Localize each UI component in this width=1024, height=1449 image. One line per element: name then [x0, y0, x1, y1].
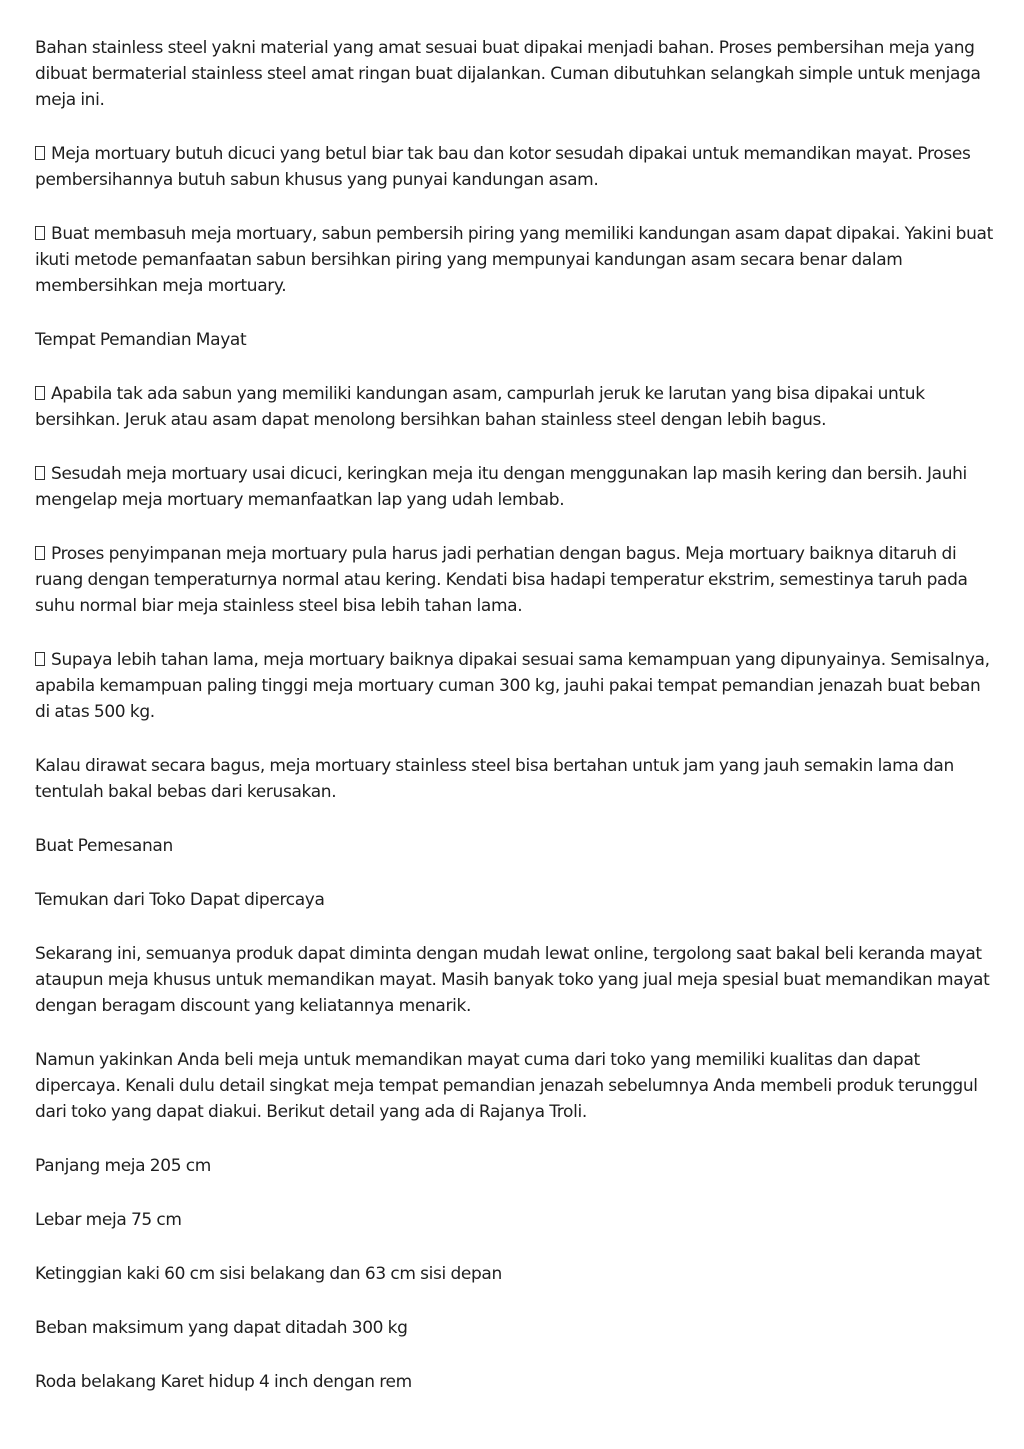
paragraph-text: Supaya lebih tahan lama, meja mortuary baiknya dipakai sesuai sama kemampuan yang dipunyainya. Semisalnya, apabila kemampuan paling tinggi meja mortuary cuman 300 kg, jauhi pakai tempat pemandian jenazah buat beban di atas 500 kg.	[35, 650, 990, 722]
paragraph-text: Proses penyimpanan meja mortuary pula harus jadi perhatian dengan bagus. Meja mortuary baiknya ditaruh di ruang dengan temperaturnya normal atau kering. Kendati bisa hadapi temperatur ekstrim, semestinya taruh pada suhu normal biar meja stainless steel bisa lebih tahan lama.	[35, 544, 968, 616]
paragraph	[35, 1153, 995, 1179]
paragraph-text: Namun yakinkan Anda beli meja untuk memandikan mayat cuma dari toko yang memiliki kualitas dan dapat dipercaya. Kenali dulu detail singkat meja tempat pemandian jenazah sebelumnya Anda membeli produk terunggul dari toko yang dapat diakui. Berikut detail yang ada di Rajanya Troli.	[35, 1050, 978, 1122]
paragraph-text: Ketinggian kaki 60 cm sisi belakang dan 63 cm sisi depan	[35, 1264, 502, 1284]
bullet-paragraph	[35, 141, 995, 193]
paragraph-text: Kalau dirawat secara bagus, meja mortuary stainless steel bisa bertahan untuk jam yang jauh semakin lama dan tentulah bakal bebas dari kerusakan.	[35, 756, 954, 802]
paragraph-text: Lebar meja 75 cm	[35, 1210, 182, 1230]
paragraph	[35, 887, 995, 913]
paragraph	[35, 753, 995, 805]
missing-glyph-bullet-icon	[35, 652, 45, 666]
bullet-paragraph	[35, 647, 995, 725]
paragraph	[35, 1315, 995, 1341]
paragraph	[35, 1369, 995, 1395]
paragraph-text: Beban maksimum yang dapat ditadah 300 kg	[35, 1318, 408, 1338]
missing-glyph-bullet-icon	[35, 146, 45, 160]
bullet-paragraph	[35, 461, 995, 513]
paragraph	[35, 35, 995, 113]
document-page	[35, 35, 995, 1423]
paragraph-text: Buat Pemesanan	[35, 836, 173, 856]
missing-glyph-bullet-icon	[35, 386, 45, 400]
paragraph-text: Sesudah meja mortuary usai dicuci, keringkan meja itu dengan menggunakan lap masih kering dan bersih. Jauhi mengelap meja mortuary memanfaatkan lap yang udah lembab.	[35, 464, 967, 510]
paragraph-text: Buat membasuh meja mortuary, sabun pembersih piring yang memiliki kandungan asam dapat dipakai. Yakini buat ikuti metode pemanfaatan sabun bersihkan piring yang mempunyai kandungan asam secara benar dalam membersihkan meja mortuary.	[35, 224, 993, 296]
bullet-paragraph	[35, 541, 995, 619]
paragraph-text: Tempat Pemandian Mayat	[35, 330, 247, 350]
paragraph-text: Temukan dari Toko Dapat dipercaya	[35, 890, 325, 910]
paragraph-text: Sekarang ini, semuanya produk dapat diminta dengan mudah lewat online, tergolong saat bakal beli keranda mayat ataupun meja khusus untuk memandikan mayat. Masih banyak toko yang jual meja spesial buat memandikan mayat dengan beragam discount yang keliatannya menarik.	[35, 944, 990, 1016]
paragraph	[35, 941, 995, 1019]
bullet-paragraph	[35, 381, 995, 433]
paragraph-text: Bahan stainless steel yakni material yang amat sesuai buat dipakai menjadi bahan. Proses pembersihan meja yang dibuat bermaterial stainless steel amat ringan buat dijalankan. Cuman dibutuhkan selangkah simple untuk menjaga meja ini.	[35, 38, 981, 110]
paragraph	[35, 1261, 995, 1287]
paragraph	[35, 833, 995, 859]
paragraph	[35, 1207, 995, 1233]
missing-glyph-bullet-icon	[35, 226, 45, 240]
paragraph-text: Meja mortuary butuh dicuci yang betul biar tak bau dan kotor sesudah dipakai untuk memandikan mayat. Proses pembersihannya butuh sabun khusus yang punyai kandungan asam.	[35, 144, 971, 190]
paragraph	[35, 1047, 995, 1125]
missing-glyph-bullet-icon	[35, 466, 45, 480]
paragraph-text: Roda belakang Karet hidup 4 inch dengan rem	[35, 1372, 412, 1392]
paragraph	[35, 327, 995, 353]
missing-glyph-bullet-icon	[35, 546, 45, 560]
bullet-paragraph	[35, 221, 995, 299]
paragraph-text: Panjang meja 205 cm	[35, 1156, 211, 1176]
paragraph-text: Apabila tak ada sabun yang memiliki kandungan asam, campurlah jeruk ke larutan yang bisa dipakai untuk bersihkan. Jeruk atau asam dapat menolong bersihkan bahan stainless steel dengan lebih bagus.	[35, 384, 925, 430]
